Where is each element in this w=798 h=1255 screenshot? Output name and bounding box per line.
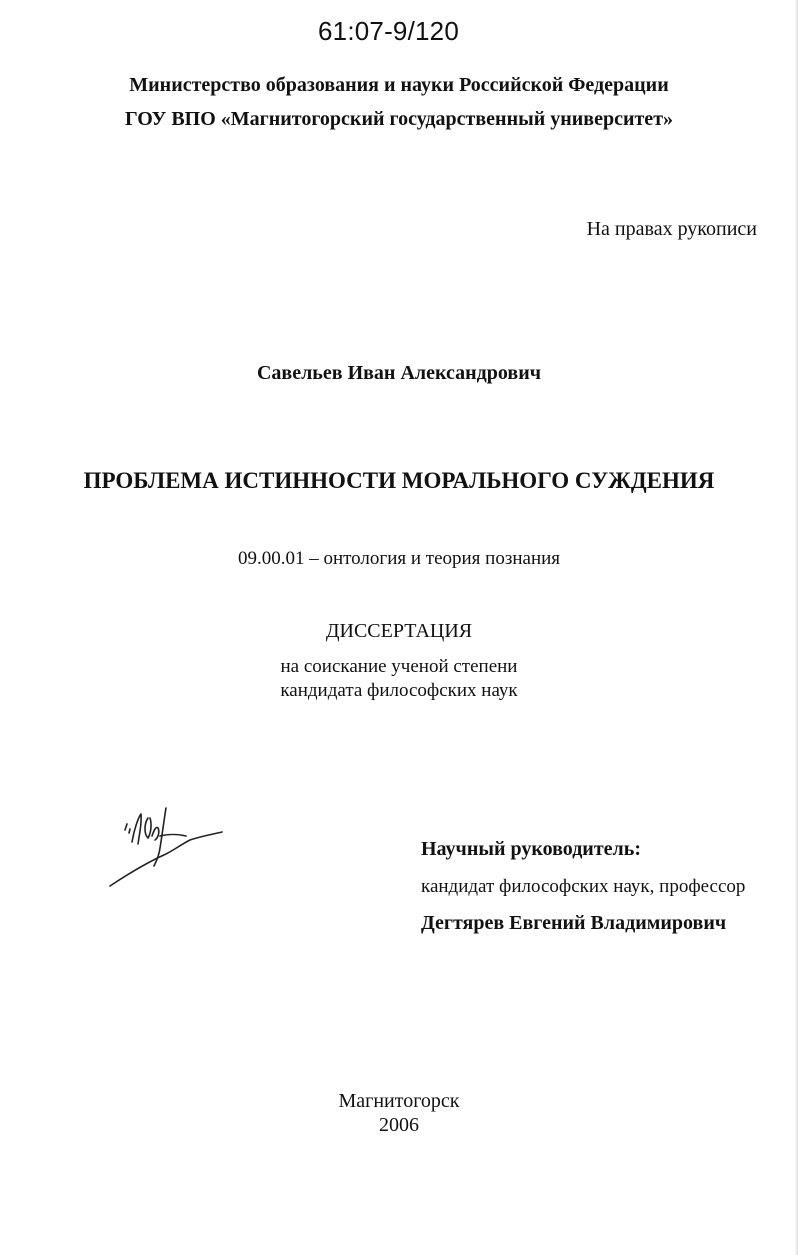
university-name: ГОУ ВПО «Магнитогорский государственный университет»	[124, 108, 674, 130]
degree-line-2: кандидата философских наук	[280, 680, 518, 701]
specialty-code: 09.00.01 – онтология и теория познания	[237, 548, 561, 569]
degree-line-1: на соискание ученой степени	[280, 656, 518, 677]
city: Магнитогорск	[338, 1090, 460, 1112]
author-name: Савельев Иван Александрович	[256, 362, 542, 384]
ministry-name: Министерство образования и науки Российской Федерации	[129, 74, 669, 96]
supervisor-name: Дегтярев Евгений Владимирович	[421, 912, 727, 934]
year: 2006	[379, 1114, 419, 1136]
signature-icon	[108, 800, 228, 895]
catalog-number: 61:07-9/120	[318, 16, 459, 46]
dissertation-title: ПРОБЛЕМА ИСТИННОСТИ МОРАЛЬНОГО СУЖДЕНИЯ	[83, 468, 715, 493]
supervisor-label: Научный руководитель:	[421, 838, 641, 860]
manuscript-note: На правах рукописи	[586, 218, 757, 240]
document-type: ДИССЕРТАЦИЯ	[325, 620, 473, 642]
supervisor-title: кандидат философских наук, профессор	[421, 876, 746, 897]
